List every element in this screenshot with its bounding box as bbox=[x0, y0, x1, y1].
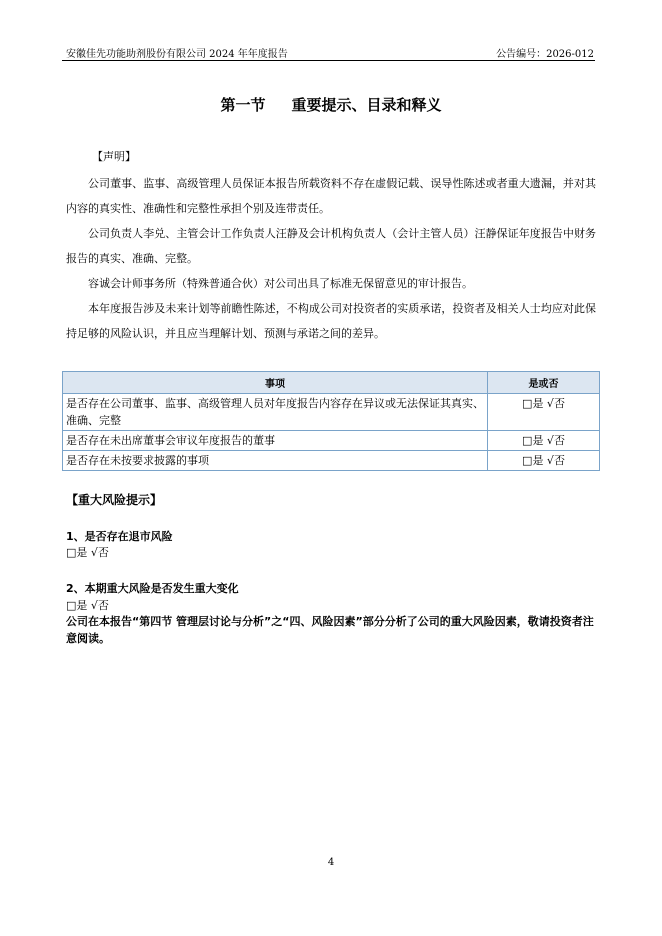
declaration-paragraph: 本年度报告涉及未来计划等前瞻性陈述，不构成公司对投资者的实质承诺，投资者及相关人士均应对此保持足够的风险认识，并且应当理解计划、预测与承诺之间的差异。 bbox=[66, 302, 596, 340]
table-cell-answer: □是 √否 bbox=[488, 431, 600, 451]
table-row bbox=[63, 394, 600, 431]
risk-answer-change: □是 √否 bbox=[66, 599, 109, 612]
table-row bbox=[63, 451, 600, 471]
risk-note: 公司在本报告“第四节 管理层讨论与分析”之“四、风险因素”部分分析了公司的重大风险因素，敬请投资者注意阅读。 bbox=[66, 615, 594, 645]
risk-answer-delisting: □是 √否 bbox=[66, 546, 109, 559]
header-announcement-number: 公告编号：2026-012 bbox=[496, 49, 594, 60]
table-row bbox=[63, 431, 600, 451]
declaration-body bbox=[66, 171, 596, 346]
declaration-paragraph: 容诚会计师事务所（特殊普通合伙）对公司出具了标准无保留意见的审计报告。 bbox=[88, 277, 473, 290]
confirmation-table bbox=[62, 371, 600, 471]
table-header-answer: 是或否 bbox=[488, 372, 600, 394]
table-cell-answer: □是 √否 bbox=[488, 451, 600, 471]
page-number: 4 bbox=[327, 857, 335, 868]
risk-heading: 【重大风险提示】 bbox=[66, 493, 163, 507]
declaration-paragraph: 公司董事、监事、高级管理人员保证本报告所载资料不存在虚假记载、误导性陈述或者重大遗漏，并对其内容的真实性、准确性和完整性承担个别及连带责任。 bbox=[66, 177, 596, 215]
declaration-label: 【声明】 bbox=[92, 150, 136, 163]
header-report-title: 安徽佳先功能助剂股份有限公司 2024 年年度报告 bbox=[66, 49, 288, 60]
page-title bbox=[0, 94, 662, 115]
risk-question-delisting: 1、是否存在退市风险 bbox=[66, 530, 173, 543]
header-divider bbox=[62, 60, 595, 61]
table-header-item: 事项 bbox=[63, 372, 488, 394]
table-cell-item: 是否存在未按要求披露的事项 bbox=[63, 451, 488, 471]
section-name: 重要提示、目录和释义 bbox=[291, 96, 442, 114]
declaration-paragraph: 公司负责人李兑、主管会计工作负责人汪静及会计机构负责人（会计主管人员）汪静保证年度报告中财务报告的真实、准确、完整。 bbox=[66, 227, 596, 265]
table-header-row bbox=[63, 372, 600, 394]
table-cell-item: 是否存在公司董事、监事、高级管理人员对年度报告内容存在异议或无法保证其真实、准确、完整 bbox=[63, 394, 488, 431]
section-number: 第一节 bbox=[220, 96, 266, 114]
table-cell-answer: □是 √否 bbox=[488, 394, 600, 431]
table-cell-item: 是否存在未出席董事会审议年度报告的董事 bbox=[63, 431, 488, 451]
risk-question-change: 2、本期重大风险是否发生重大变化 bbox=[66, 582, 239, 595]
